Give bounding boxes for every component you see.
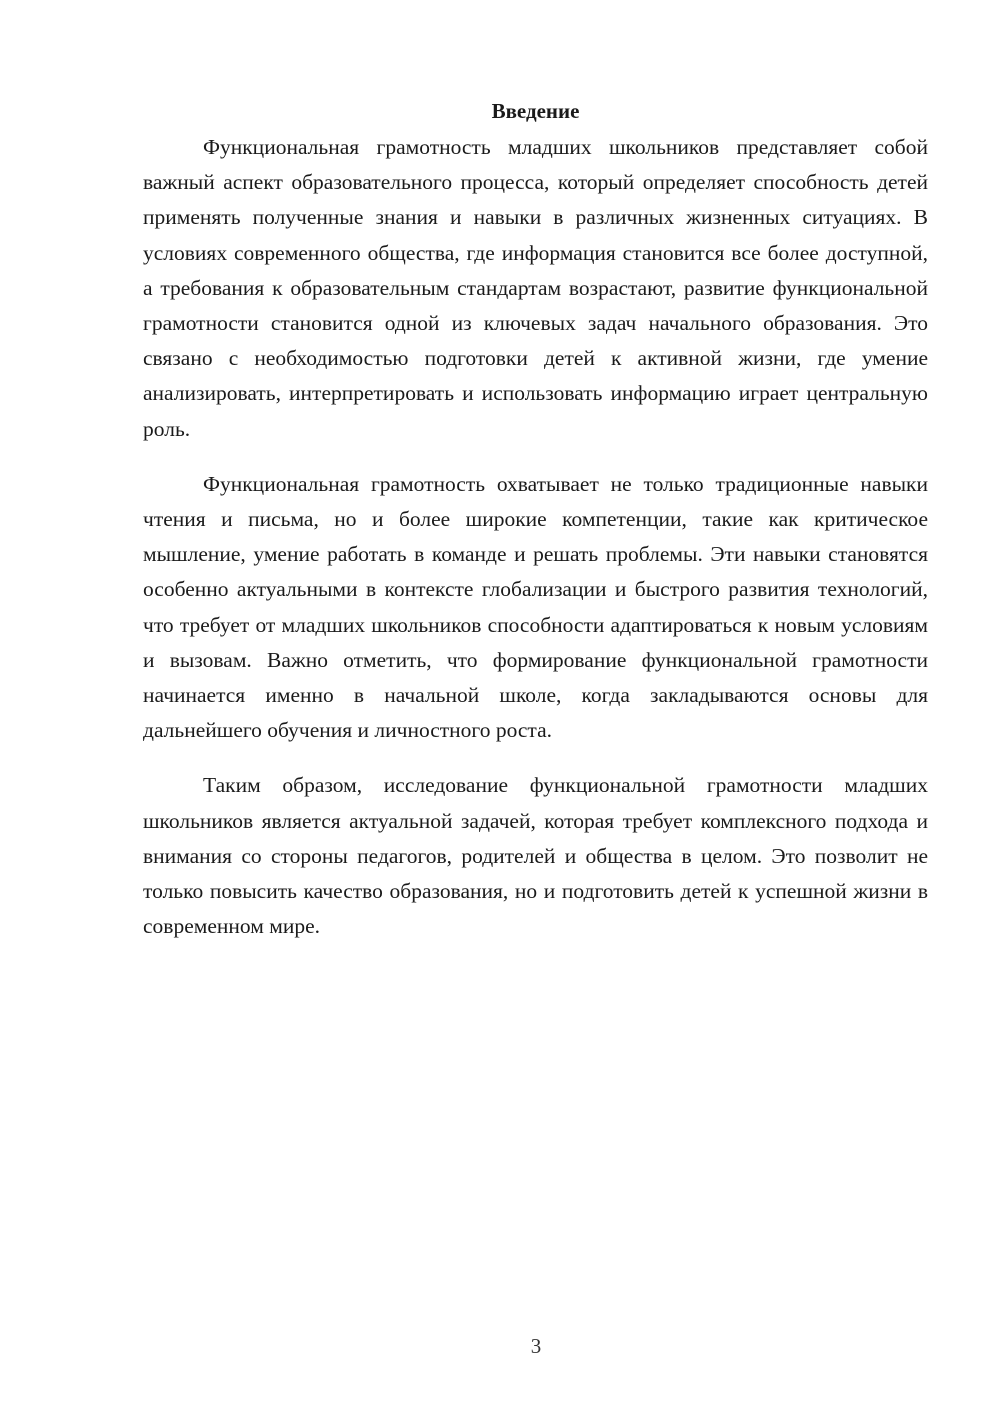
paragraph-3: Таким образом, исследование функциональной грамотности младших школьников является актуальной задачей, которая требует комплексного подхода и внимания со стороны педагогов, родителей и общества в целом. Это позволит не только повысить качество образования, но и подготовить детей к успешной жизни в современном мире.	[143, 773, 928, 939]
section-title: Введение	[491, 99, 580, 123]
paragraph-2: Функциональная грамотность охватывает не только традиционные навыки чтения и письма, но и более широкие компетенции, такие как критическое мышление, умение работать в команде и решать проблемы. Эти навыки становятся особенно актуальными в контексте глобализации и быстрого развития технологий, что требует от младших школьников способности адаптироваться к новым условиям и вызовам. Важно отметить, что формирование функциональной грамотности начинается именно в начальной школе, когда закладываются основы для дальнейшего обучения и личностного роста.	[143, 471, 928, 743]
paragraph-1: Функциональная грамотность младших школьников представляет собой важный аспект образовательного процесса, который определяет способность детей применять полученные знания и навыки в различных жизненных ситуациях. В условиях современного общества, где информация становится все более доступной, а требования к образовательным стандартам возрастают, развитие функциональной грамотности становится одной из ключевых задач начального образования. Это связано с необходимостью подготовки детей к активной жизни, где умение анализировать, интерпретировать и использовать информацию играет центральную роль.	[143, 135, 928, 441]
page-content	[143, 94, 928, 944]
page-number: 3	[530, 1334, 542, 1358]
